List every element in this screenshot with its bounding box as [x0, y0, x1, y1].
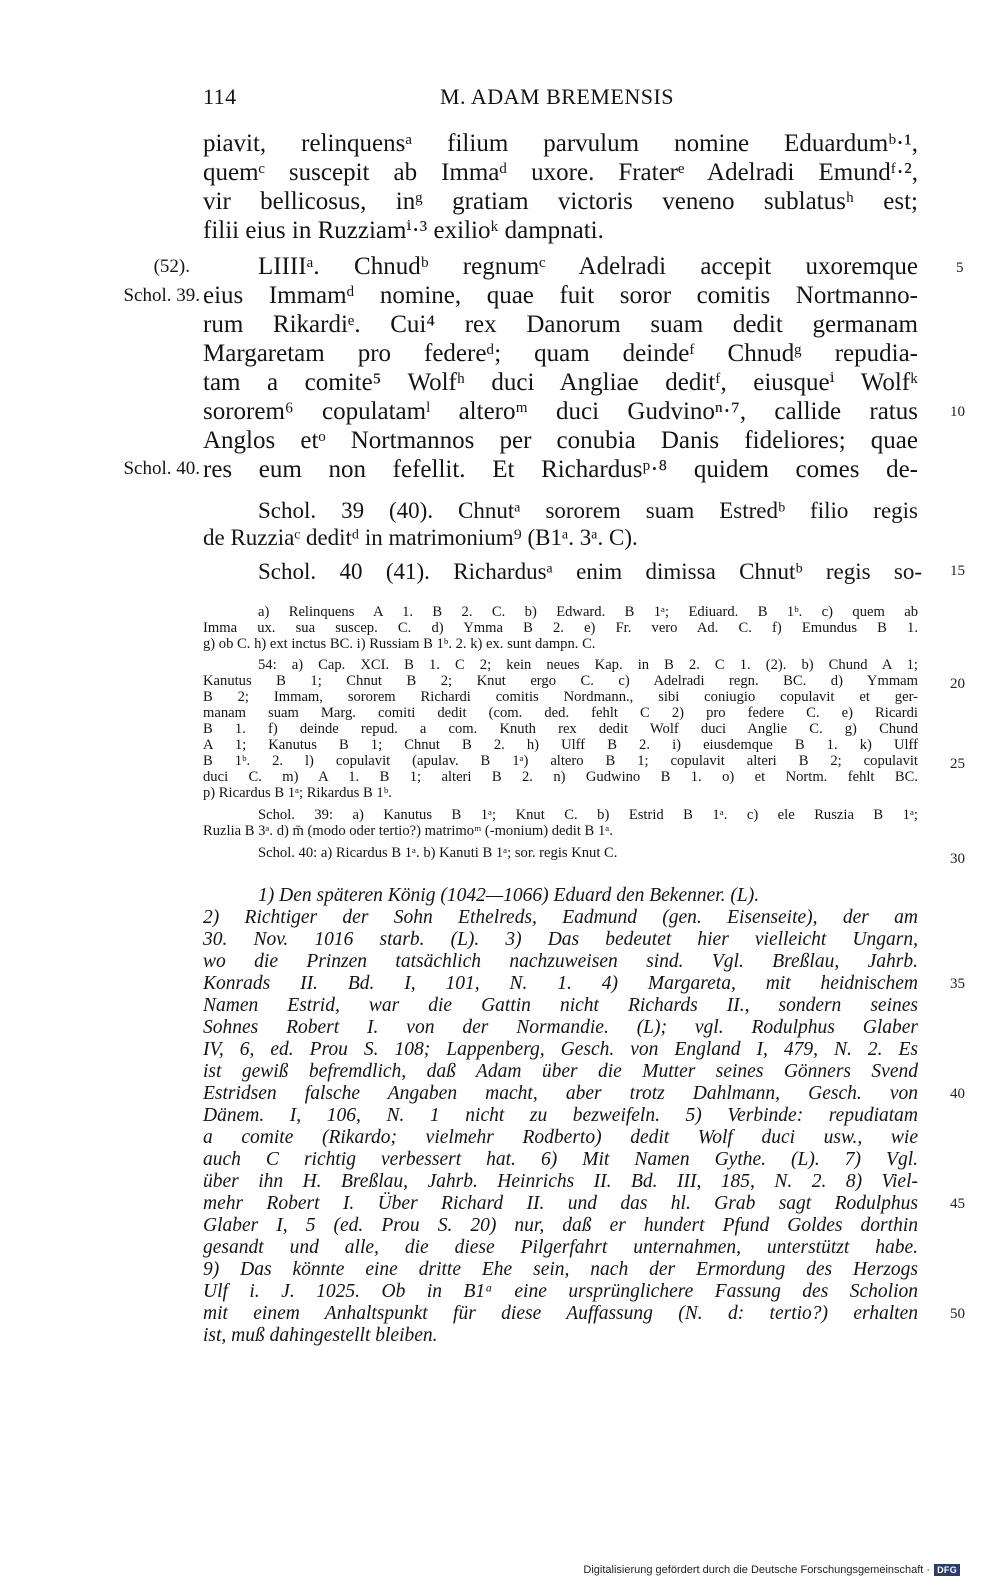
- note-line: 2) Richtiger der Sohn Ethelreds, Eadmund (gen. Eisenseite), der am: [203, 907, 918, 928]
- main-line: vir bellicosus, inᵍ gratiam victoris veneno sublatusʰ est;: [203, 188, 918, 215]
- main-line: Anglos etᵒ Nortmannos per conubia Danis fideliores; quae: [203, 427, 918, 454]
- note-line: Estridsen falsche Angaben macht, aber trotz Dahlmann, Gesch. von: [203, 1083, 918, 1104]
- main-line: res eum non fefellit. Et Richardusᵖ·⁸ quidem comes de-: [203, 456, 918, 483]
- note-line: mehr Robert I. Über Richard II. und das hl. Grab sagt Rodulphus: [203, 1193, 918, 1214]
- note-line: Sohnes Robert I. von der Normandie. (L); vgl. Rodulphus Glaber: [203, 1017, 918, 1038]
- apparatus-line: B 2; Immam, sororem Richardi comitis Nordmann., sibi coniugio copulavit et ger-: [203, 689, 918, 705]
- line-number: 30: [950, 851, 965, 867]
- note-line: wo die Prinzen tatsächlich nachzuweisen sind. Vgl. Breßlau, Jahrb.: [203, 951, 918, 972]
- note-line: 9) Das könnte eine dritte Ehe sein, nach der Ermordung des Herzogs: [203, 1259, 918, 1280]
- main-line: sororem⁶ copulatamˡ alteroᵐ duci Gudvinoⁿ·⁷, callide ratus: [203, 398, 918, 425]
- apparatus-line: duci C. m) A 1. B 1; alteri B 2. n) Gudwino B 1. o) et Nortm. fehlt BC.: [203, 769, 918, 785]
- main-line: LIIIIᵃ. Chnudᵇ regnumᶜ Adelradi accepit uxoremque: [258, 253, 918, 280]
- line-number: 25: [950, 756, 965, 772]
- line-number: 35: [950, 976, 965, 992]
- note-line: a comite (Rikardo; vielmehr Rodberto) dedit Wolf duci usw., wie: [203, 1127, 918, 1148]
- note-line: ist, muß dahingestellt bleiben.: [203, 1325, 438, 1346]
- apparatus-line: B 1. f) deinde repud. a com. Knuth rex dedit Wolf duci Anglie C. g) Chund: [203, 721, 918, 737]
- scholion-line: Schol. 39 (40). Chnutᵃ sororem suam Estredᵇ filio regis: [258, 498, 918, 523]
- line-number: 15: [950, 563, 965, 579]
- line-number: 50: [950, 1306, 965, 1322]
- note-line: mit einem Anhaltspunkt für diese Auffassung (N. d: tertio?) erhalten: [203, 1303, 918, 1324]
- apparatus-line: Kanutus B 1; Chnut B 2; Knut ergo C. c) Adelradi regn. BC. d) Ymmam: [203, 673, 918, 689]
- scholion-line: de Ruzziaᶜ deditᵈ in matrimonium⁹ (B1ᵃ. 3ᵃ. C).: [203, 525, 638, 550]
- page-number: 114: [203, 84, 237, 109]
- line-number: 40: [950, 1086, 965, 1102]
- schol-marker-40: Schol. 40.: [123, 458, 200, 479]
- main-line: rum Rikardiᵉ. Cui⁴ rex Danorum suam dedit germanam: [203, 311, 918, 338]
- note-line: IV, 6, ed. Prou S. 108; Lappenberg, Gesch. von England I, 479, N. 2. Es: [203, 1039, 918, 1060]
- main-line: filii eius in Ruzziamⁱ·³ exilioᵏ dampnati.: [203, 217, 604, 244]
- dfg-logo: DFG: [934, 1564, 960, 1576]
- running-title: M. ADAM BREMENSIS: [440, 84, 675, 109]
- note-line: Namen Estrid, war die Gattin nicht Richards II., sondern seines: [203, 995, 918, 1016]
- main-line: tam a comite⁵ Wolfʰ duci Angliae deditᶠ, eiusqueⁱ Wolfᵏ: [203, 369, 918, 396]
- line-number: 5: [956, 260, 964, 276]
- note-line: über ihn H. Breßlau, Jahrb. Heinrichs II. Bd. III, 185, N. 2. 8) Viel-: [203, 1171, 918, 1192]
- note-line: Konrads II. Bd. I, 101, N. 1. 4) Margareta, mit heidnischem: [203, 973, 918, 994]
- apparatus-line: a) Relinquens A 1. B 2. C. b) Edward. B 1ᵃ; Ediuard. B 1ᵇ. c) quem ab: [258, 604, 918, 620]
- main-line: quemᶜ suscepit ab Immaᵈ uxore. Fraterᵉ Adelradi Emundᶠ·²,: [203, 159, 918, 186]
- note-line: gesandt und alle, die diese Pilgerfahrt unternahmen, unterstützt habe.: [203, 1237, 918, 1258]
- note-line: 1) Den späteren König (1042—1066) Eduard den Bekenner. (L).: [258, 885, 760, 906]
- note-line: auch C richtig verbessert hat. 6) Mit Namen Gythe. (L). 7) Vgl.: [203, 1149, 918, 1170]
- apparatus-line: B 1ᵇ. 2. l) copulavit (apulav. B 1ᵃ) altero B 1; copulavit alteri B 2; copulavit: [203, 753, 918, 769]
- footer-text: Digitalisierung gefördert durch die Deutsche Forschungsgemeinschaft ·: [583, 1564, 931, 1576]
- apparatus-line: 54: a) Cap. XCI. B 1. C 2; kein neues Kap. in B 2. C 1. (2). b) Chund A 1;: [258, 657, 918, 673]
- apparatus-line: Imma ux. sua suscep. C. d) Ymma B 2. e) Fr. vero Ad. C. f) Emundus B 1.: [203, 620, 918, 636]
- apparatus-line: p) Ricardus B 1ᵃ; Rikardus B 1ᵇ.: [203, 785, 392, 801]
- line-number: 45: [950, 1196, 965, 1212]
- note-line: Dänem. I, 106, N. 1 nicht zu bezweifeln. 5) Verbinde: repudiatam: [203, 1105, 918, 1126]
- apparatus-line: Schol. 39: a) Kanutus B 1ᵃ; Knut C. b) Estrid B 1ᵃ. c) ele Ruszia B 1ᵃ;: [258, 807, 918, 823]
- note-line: ist gewiß befremdlich, daß Adam über die Mutter seines Gönners Svend: [203, 1061, 918, 1082]
- main-line: Margaretam pro federeᵈ; quam deindeᶠ Chnudᵍ repudia-: [203, 340, 918, 367]
- main-line: eius Immamᵈ nomine, quae fuit soror comitis Nortmanno-: [203, 282, 918, 309]
- apparatus-line: manam suam Marg. comiti dedit (com. ded. fehlt C 2) pro federe C. e) Ricardi: [203, 705, 918, 721]
- note-line: Ulf i. J. 1025. Ob in B1ᵃ eine ursprünglichere Fassung des Scholion: [203, 1281, 918, 1302]
- line-number: 10: [950, 404, 965, 420]
- line-number: 20: [950, 676, 965, 692]
- chapter-marker: (52).: [153, 256, 190, 277]
- scholion-line: Schol. 40 (41). Richardusᵃ enim dimissa Chnutᵇ regis so-: [258, 559, 922, 584]
- apparatus-line: Ruzlia B 3ᵃ. d) m̄ (modo oder tertio?) matrimoᵐ (-monium) dedit B 1ᵃ.: [203, 823, 613, 839]
- note-line: 30. Nov. 1016 starb. (L). 3) Das bedeutet hier vielleicht Ungarn,: [203, 929, 918, 950]
- digitization-footer: [583, 1564, 960, 1576]
- apparatus-line: Schol. 40: a) Ricardus B 1ᵃ. b) Kanuti B 1ᵃ; sor. regis Knut C.: [258, 845, 618, 861]
- main-line: piavit, relinquensᵃ filium parvulum nomine Eduardumᵇ·¹,: [203, 130, 918, 157]
- note-line: Glaber I, 5 (ed. Prou S. 20) nur, daß er hundert Pfund Goldes dorthin: [203, 1215, 918, 1236]
- apparatus-line: g) ob C. h) ext inctus BC. i) Russiam B 1ᵇ. 2. k) ex. sunt dampn. C.: [203, 636, 596, 652]
- schol-marker-39: Schol. 39.: [123, 285, 200, 306]
- apparatus-line: A 1; Kanutus B 1; Chnut B 2. h) Ulff B 2. i) eiusdemque B 1. k) Ulff: [203, 737, 918, 753]
